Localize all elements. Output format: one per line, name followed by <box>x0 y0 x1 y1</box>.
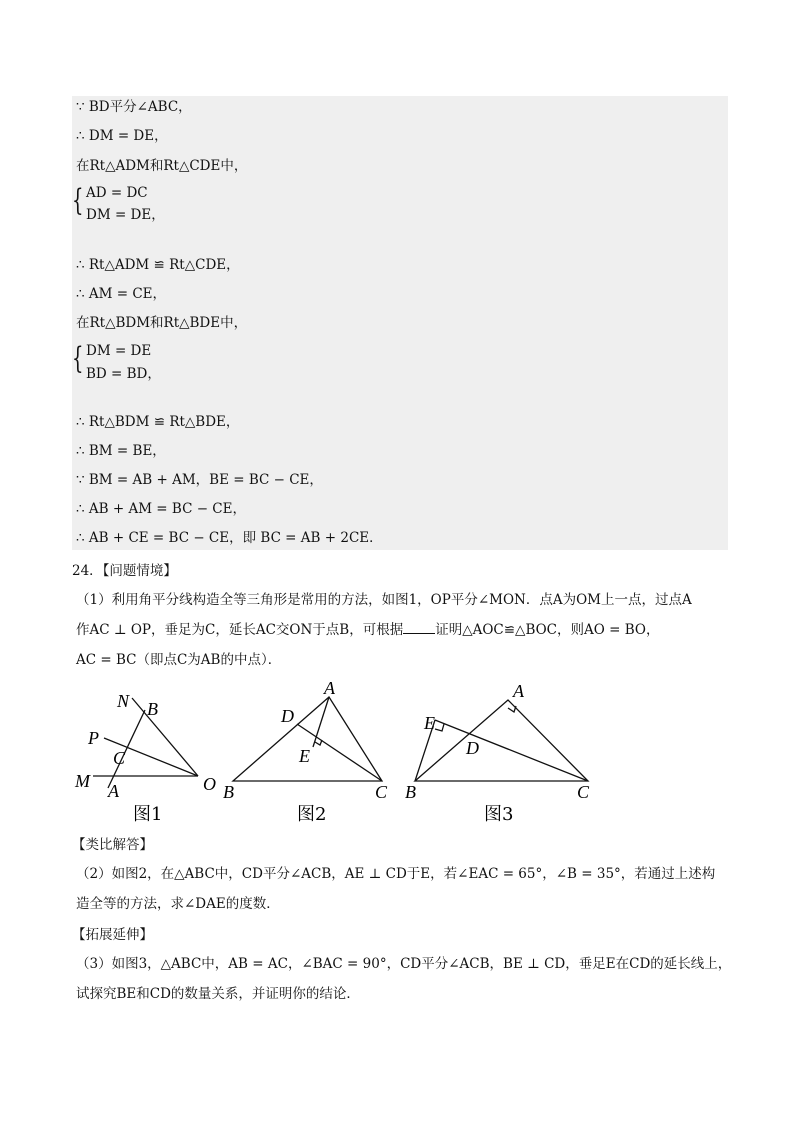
section-3-line2: 试探究BE和CD的数量关系，并证明你的结论． <box>76 986 360 1002</box>
fig1-label-P: P <box>88 728 99 748</box>
solution-line-1: ∵ BD平分∠ABC， <box>76 99 192 115</box>
section-2-line2: 造全等的方法，求∠DAE的度数． <box>76 896 280 912</box>
fig3-label-A: A <box>513 681 524 701</box>
fig1-caption: 图1 <box>133 804 163 825</box>
figure-3 <box>415 700 588 781</box>
fig2-label-C: C <box>375 782 388 802</box>
fig2-label-A: A <box>324 680 335 698</box>
problem-part1-line2 <box>76 621 659 639</box>
brace-1: { <box>72 183 84 218</box>
fig1-label-N: N <box>117 691 130 711</box>
solution-line-7: 在Rt△BDM和Rt△BDE中， <box>76 315 248 331</box>
figure-2 <box>233 697 382 781</box>
section-2-line1: （2）如图2，在△ABC中，CD平分∠ACB，AE ⊥ CD于E，若∠EAC = 65°，∠B = 35°，若通过上述构 <box>76 866 716 882</box>
solution-line-6: ∴ AM = CE， <box>76 286 167 302</box>
fig3-label-B: B <box>405 782 416 802</box>
solution-line-4b: DM = DE， <box>86 207 165 223</box>
fig2-label-B: B <box>223 782 234 802</box>
fig1-label-A: A <box>108 781 119 801</box>
problem-part1-line2b: 证明△AOC≌△BOC，则AO = BO， <box>435 622 660 638</box>
fig2-caption: 图2 <box>297 804 327 825</box>
problem-part1-line2a: 作AC ⊥ OP，垂足为C，延长AC交ON于点B，可根据 <box>76 622 404 638</box>
solution-line-8a: DM = DE <box>86 343 152 359</box>
fig1-label-M: M <box>75 771 90 791</box>
solution-line-4a: AD = DC <box>86 185 148 201</box>
problem-heading: 24．【问题情境】 <box>72 563 177 579</box>
section-3-heading: 【拓展延伸】 <box>72 927 153 943</box>
section-2-heading: 【类比解答】 <box>72 837 153 853</box>
solution-line-2: ∴ DM = DE， <box>76 128 168 144</box>
fig3-label-D: D <box>466 738 479 758</box>
fig1-label-C: C <box>113 748 126 768</box>
solution-line-5: ∴ Rt△ADM ≌ Rt△CDE， <box>76 257 240 273</box>
fig3-label-C: C <box>577 782 590 802</box>
section-3-line1: （3）如图3，△ABC中，AB = AC，∠BAC = 90°，CD平分∠ACB，BE ⊥ CD，垂足E在CD的延长线上， <box>76 956 732 972</box>
fig1-label-B: B <box>147 699 158 719</box>
solution-line-10: ∴ BM = BE， <box>76 443 166 459</box>
solution-line-3: 在Rt△ADM和Rt△CDE中， <box>76 158 248 174</box>
problem-part1-line3: AC = BC（即点C为AB的中点）． <box>76 652 282 668</box>
solution-line-11: ∵ BM = AB + AM，BE = BC − CE， <box>76 472 323 488</box>
figures <box>0 680 800 830</box>
brace-2: { <box>72 341 84 376</box>
solution-line-12: ∴ AB + AM = BC − CE， <box>76 501 246 517</box>
fig3-caption: 图3 <box>484 804 514 825</box>
solution-line-9: ∴ Rt△BDM ≌ Rt△BDE， <box>76 414 240 430</box>
figure-1 <box>93 698 198 788</box>
solution-line-8b: BD = BD， <box>86 366 161 382</box>
answer-blank <box>403 621 435 634</box>
fig1-label-O: O <box>203 774 216 794</box>
solution-line-13: ∴ AB + CE = BC − CE，即 BC = AB + 2CE． <box>76 530 383 546</box>
fig3-label-E: E <box>424 713 435 733</box>
problem-part1-line1: （1）利用角平分线构造全等三角形是常用的方法，如图1，OP平分∠MON．点A为OM上一点，过点A <box>76 592 692 608</box>
fig2-label-D: D <box>281 706 294 726</box>
fig2-label-E: E <box>299 746 310 766</box>
